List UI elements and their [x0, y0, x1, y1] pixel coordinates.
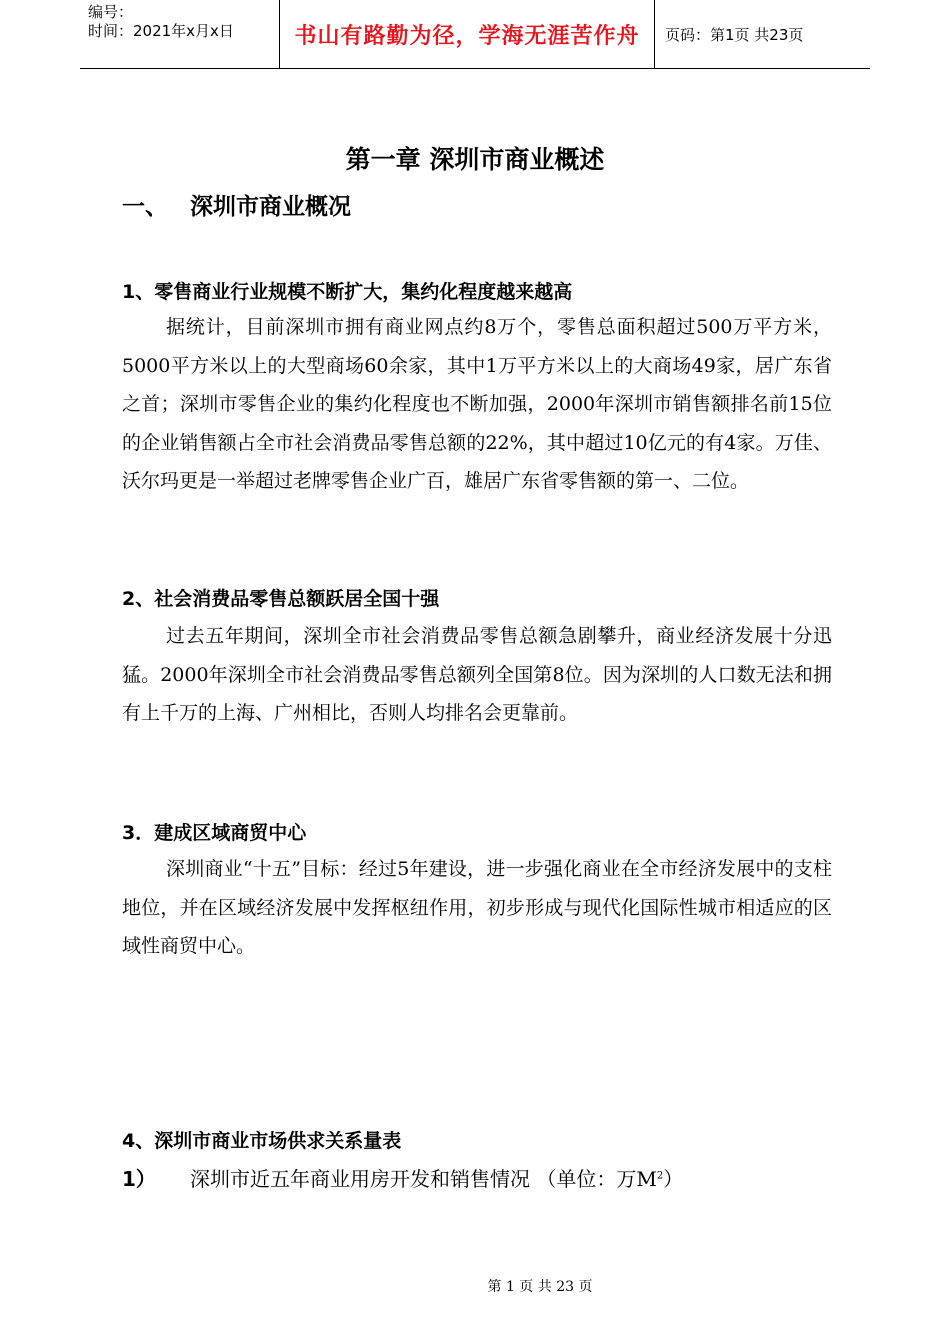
- item-heading-1: 1、零售商业行业规模不断扩大，集约化程度越来越高: [122, 281, 573, 303]
- item-heading-2: 2、社会消费品零售总额跃居全国十强: [122, 588, 440, 610]
- item-body-2: 过去五年期间，深圳全市社会消费品零售总额急剧攀升，商业经济发展十分迅猛。2000年深圳全市社会消费品零售总额列全国第8位。因为深圳的人口数无法和拥有上千万的上海、广州相比，否则人均排名会更靠前。: [122, 625, 832, 724]
- section-number: 一、: [122, 194, 168, 220]
- page-footer: 第 1 页 共 23 页: [487, 1279, 593, 1295]
- item-heading-3: 3．建成区域商贸中心: [122, 822, 307, 844]
- chapter-title: 第一章 深圳市商业概述: [345, 145, 605, 174]
- header-time-label: 时间：2021年x月x日: [88, 22, 234, 40]
- item-heading-4: 4、深圳市商业市场供求关系量表: [122, 1130, 402, 1152]
- section-title: [122, 188, 351, 221]
- section-title-text: 深圳市商业概况: [190, 194, 351, 220]
- item-body-3: 深圳商业“十五”目标：经过5年建设，进一步强化商业在全市经济发展中的支柱地位，并在区域经济发展中发挥枢纽作用，初步形成与现代化国际性城市相适应的区域性商贸中心。: [122, 858, 832, 957]
- header-page-info: 页码：第1页 共23页: [665, 25, 804, 44]
- table-caption-number: 1）: [122, 1167, 156, 1191]
- table-caption: [122, 1163, 683, 1192]
- page-header: [80, 0, 870, 69]
- header-number-label: 编号：: [88, 3, 134, 21]
- item-body-1: 据统计，目前深圳市拥有商业网点约8万个，零售总面积超过500万平方米，5000平方米以上的大型商场60余家，其中1万平方米以上的大商场49家，居广东省之首；深圳市零售企业的集约化程度也不断加强，2000年深圳市销售额排名前15位的企业销售额占全市社会消费品零售总额的22%，其中超过10亿元的有4家。万佳、沃尔玛更是一举超过老牌零售企业广百，雄居广东省零售额的第一、二位。: [122, 316, 832, 492]
- header-motto: 书山有路勤为径，学海无涯苦作舟: [280, 0, 655, 68]
- unit-superscript: 2: [656, 1170, 664, 1182]
- header-meta: [80, 0, 280, 68]
- table-caption-text: 深圳市近五年商业用房开发和销售情况 （单位：万$M^2$）: [190, 1167, 684, 1191]
